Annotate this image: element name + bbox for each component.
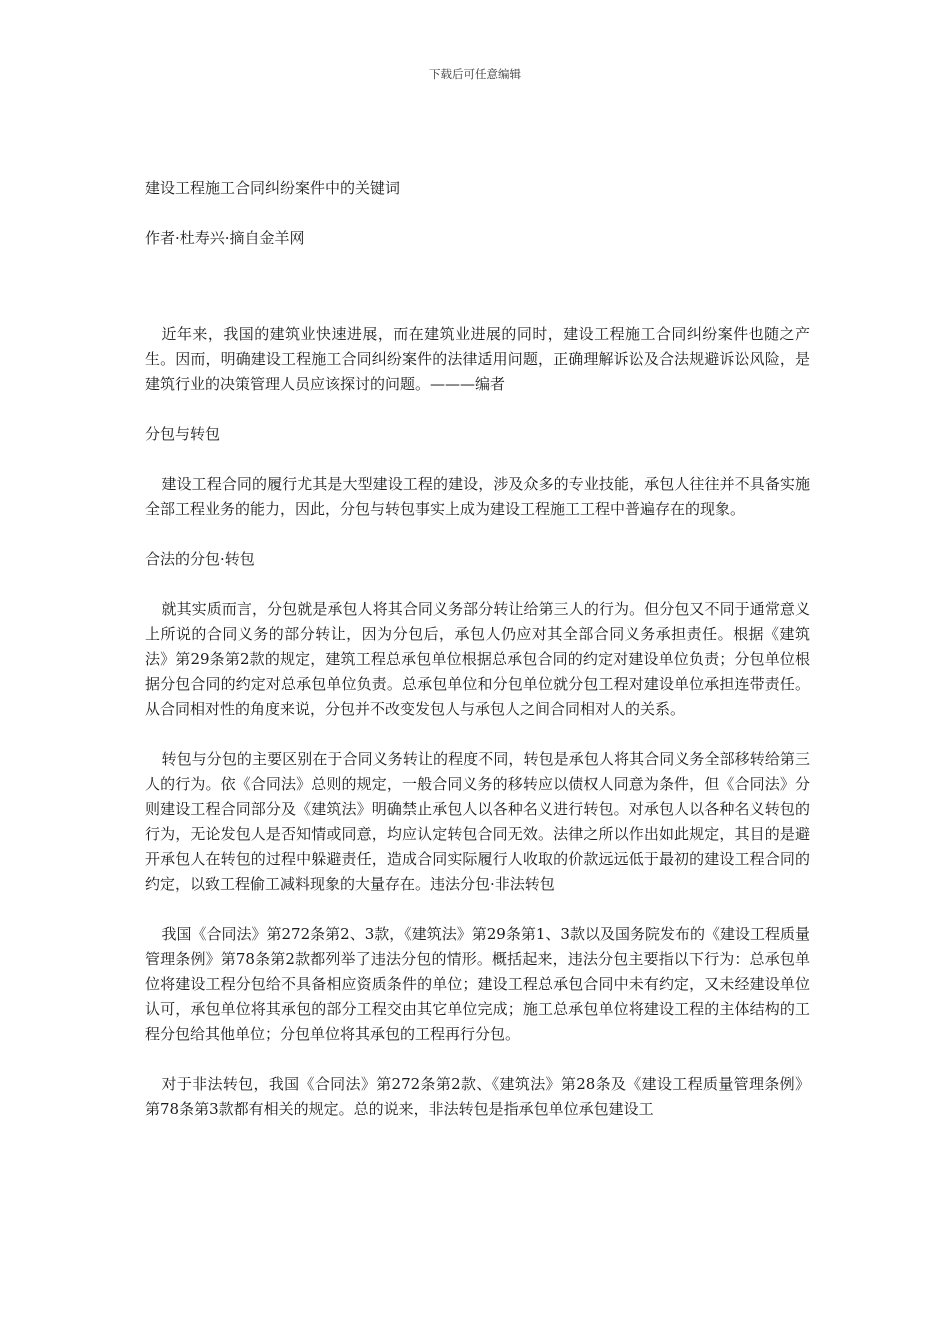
section-heading-subcontract-transfer: 分包与转包 [145,425,221,443]
section2-paragraph-2: 转包与分包的主要区别在于合同义务转让的程度不同，转包是承包人将其合同义务全部移转给第三人的行为。依《合同法》总则的规定，一般合同义务的移转应以债权人同意为条件，但《合同法》分则建设工程合同部分及《建筑法》明确禁止承包人以各种名义进行转包。对承包人以各种名义转包的行为，无论发包人是否知情或同意，均应认定转包合同无效。法律之所以作出如此规定，其目的是避开承包人在转包的过程中躲避责任，造成合同实际履行人收取的价款远远低于最初的建设工程合同的约定，以致工程偷工减料现象的大量存在。违法分包·非法转包 [145,750,810,893]
section1-paragraph: 建设工程合同的履行尤其是大型建设工程的建设，涉及众多的专业技能，承包人往往并不具备实施全部工程业务的能力，因此，分包与转包事实上成为建设工程施工工程中普遍存在的现象。 [145,475,810,518]
section2-paragraph-1: 就其实质而言，分包就是承包人将其合同义务部分转让给第三人的行为。但分包又不同于通常意义上所说的合同义务的部分转让，因为分包后，承包人仍应对其全部合同义务承担责任。根据《建筑法》第29条第2款的规定，建筑工程总承包单位根据总承包合同的约定对建设单位负责；分包单位根据分包合同的约定对总承包单位负责。总承包单位和分包单位就分包工程对建设单位承担连带责任。从合同相对性的角度来说，分包并不改变发包人与承包人之间合同相对人的关系。 [145,600,810,718]
article-title: 建设工程施工合同纠纷案件中的关键词 [145,179,401,197]
section-heading-legal-subcontract: 合法的分包·转包 [145,550,255,568]
section3-paragraph-1: 我国《合同法》第272条第2、3款，《建筑法》第29条第1、3款以及国务院发布的《建设工程质量管理条例》第78条第2款都列举了违法分包的情形。概括起来，违法分包主要指以下行为：总承包单位将建设工程分包给不具备相应资质条件的单位；建设工程总承包合同中未有约定，又未经建设单位认可，承包单位将其承包的部分工程交由其它单位完成；施工总承包单位将建设工程的主体结构的工程分包给其他单位；分包单位将其承包的工程再行分包。 [145,925,810,1043]
header-note: 下载后可任意编辑 [429,67,521,81]
article-byline: 作者·杜寿兴·摘自金羊网 [145,229,305,247]
intro-paragraph: 近年来，我国的建筑业快速进展，而在建筑业进展的同时，建设工程施工合同纠纷案件也随之产生。因而，明确建设工程施工合同纠纷案件的法律适用问题，正确理解诉讼及合法规避诉讼风险，是建筑行业的决策管理人员应该探讨的问题。———编者 [145,325,810,393]
section3-paragraph-2: 对于非法转包，我国《合同法》第272条第2款、《建筑法》第28条及《建设工程质量管理条例》第78条第3款都有相关的规定。总的说来，非法转包是指承包单位承包建设工 [145,1075,810,1118]
article-body [145,322,810,1147]
